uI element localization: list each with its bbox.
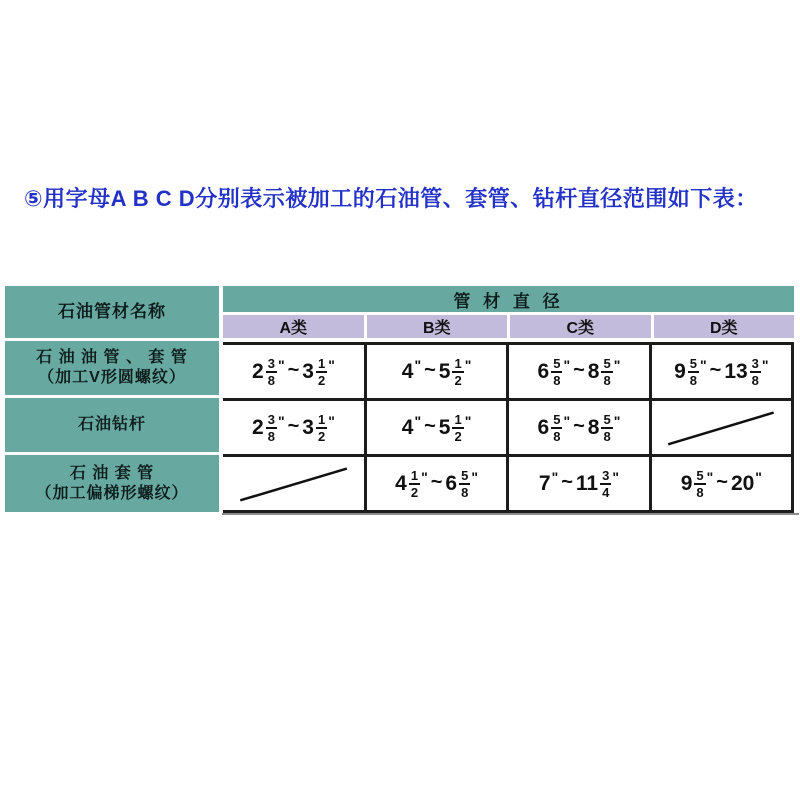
diameter-value: 4 " <box>401 412 422 439</box>
empty-diagonal-cell <box>650 400 792 456</box>
page-title: ⑤用字母A B C D分别表示被加工的石油管、套管、钻杆直径范围如下表： <box>24 186 758 211</box>
fraction: $\frac{5}{8}$ <box>603 411 611 444</box>
diameter-range <box>674 357 768 387</box>
class-header-row <box>223 315 794 338</box>
inch-mark: " <box>464 356 472 373</box>
diameter-value: 4 " <box>401 356 422 383</box>
fraction: $\frac{5}{8}$ <box>553 355 561 388</box>
diameter-value: 2 $\frac{3}{8}$ " <box>252 355 285 388</box>
diameter-range-cell <box>223 400 365 456</box>
range-tilde: ~ <box>716 471 728 493</box>
table-row <box>223 344 793 400</box>
range-tilde: ~ <box>573 415 585 437</box>
table-bottom-shadow <box>222 513 799 515</box>
inch-mark: " <box>612 468 619 485</box>
diameter-value: 7 " <box>538 468 559 495</box>
fraction: $\frac{5}{8}$ <box>603 355 611 388</box>
inch-mark: " <box>563 412 571 429</box>
inch-mark: " <box>277 356 285 373</box>
diameter-value: 5 $\frac{1}{2}$ " <box>438 355 472 388</box>
diameter-range-cell <box>650 344 792 400</box>
class-header-c: C类 <box>510 315 651 338</box>
diameter-range <box>252 413 335 443</box>
inch-mark: " <box>706 468 714 485</box>
diameter-data-table <box>223 342 794 513</box>
fraction: $\frac{3}{8}$ <box>267 355 275 388</box>
fraction: $\frac{1}{2}$ <box>410 467 419 500</box>
diameter-value: 8 $\frac{5}{8}$ " <box>587 355 621 388</box>
diameter-value: 9 $\frac{5}{8}$ " <box>674 355 707 388</box>
range-tilde: ~ <box>287 415 300 437</box>
fraction: $\frac{5}{8}$ <box>553 411 561 444</box>
diameter-range-cell <box>365 344 507 400</box>
class-header-d: D类 <box>654 315 795 338</box>
diameter-range <box>538 413 621 443</box>
fraction: $\frac{1}{2}$ <box>317 411 326 444</box>
diameter-columns <box>223 286 794 513</box>
inch-mark: " <box>761 356 769 373</box>
fraction: $\frac{5}{8}$ <box>689 355 697 388</box>
range-tilde: ~ <box>424 415 436 437</box>
range-tilde: ~ <box>430 471 443 493</box>
inch-mark: " <box>755 468 762 485</box>
diameter-value: 2 $\frac{3}{8}$ " <box>252 411 285 444</box>
inch-mark: " <box>464 412 472 429</box>
diameter-value: 13 $\frac{3}{8}$ " <box>724 355 769 388</box>
diameter-range-cell <box>508 456 650 512</box>
empty-diagonal-cell <box>223 456 365 512</box>
pipe-name-line: （加工V形圆螺纹） <box>38 369 186 386</box>
diameter-value: 6 $\frac{5}{8}$ " <box>445 467 478 500</box>
diameter-value: 8 $\frac{5}{8}$ " <box>587 411 621 444</box>
diameter-value: 11 $\frac{3}{4}$ " <box>575 467 619 500</box>
diameter-range <box>395 469 478 499</box>
diameter-range <box>539 469 619 499</box>
table-row <box>223 456 793 512</box>
diameter-value: 4 $\frac{1}{2}$ " <box>395 467 428 500</box>
diameter-value: 6 $\frac{5}{8}$ " <box>537 411 571 444</box>
range-tilde: ~ <box>424 359 436 381</box>
diameter-range-cell <box>508 400 650 456</box>
inch-mark: " <box>613 356 621 373</box>
fraction: $\frac{5}{8}$ <box>461 467 469 500</box>
diameter-range-cell <box>508 344 650 400</box>
inch-mark: " <box>414 356 422 373</box>
pipe-name-line: 石 油 套 管 <box>69 464 155 482</box>
diameter-range <box>402 357 472 387</box>
inch-mark: " <box>563 356 571 373</box>
fraction: $\frac{5}{8}$ <box>696 467 704 500</box>
diagonal-line <box>233 463 354 504</box>
pipe-name-column <box>5 286 219 513</box>
pipe-name-line: （加工偏梯形螺纹） <box>35 484 189 502</box>
fraction: $\frac{3}{8}$ <box>751 355 759 388</box>
diameter-table-body <box>223 344 793 512</box>
diameter-value: 3 $\frac{1}{2}$ " <box>302 411 335 444</box>
diameter-range-cell <box>650 456 792 512</box>
pipe-name-line: 石油钻杆 <box>77 416 146 433</box>
pipe-name-line: 石 油 油 管 、 套 管 <box>36 349 188 366</box>
inch-mark: " <box>699 356 707 373</box>
fraction: $\frac{1}{2}$ <box>454 355 462 388</box>
pipe-name-cell <box>5 341 219 395</box>
inch-mark: " <box>277 412 285 429</box>
range-tilde: ~ <box>573 359 585 381</box>
diameter-range <box>538 357 621 387</box>
inch-mark: " <box>328 412 335 429</box>
class-header-b: B类 <box>367 315 508 338</box>
diameter-range-cell <box>365 456 507 512</box>
range-tilde: ~ <box>287 359 300 381</box>
diagonal-line <box>661 407 781 448</box>
diameter-group-header: 管 材 直 径 <box>223 286 794 312</box>
diameter-range <box>402 413 472 443</box>
diameter-value: 3 $\frac{1}{2}$ " <box>302 355 335 388</box>
inch-mark: " <box>328 356 335 373</box>
diameter-value: 6 $\frac{5}{8}$ " <box>537 355 571 388</box>
fraction: $\frac{1}{2}$ <box>317 355 326 388</box>
diameter-range-cell <box>365 400 507 456</box>
inch-mark: " <box>471 468 478 485</box>
inch-mark: " <box>551 468 559 485</box>
diameter-value: 9 $\frac{5}{8}$ " <box>680 467 714 500</box>
fraction: $\frac{3}{8}$ <box>267 411 275 444</box>
diameter-range-cell <box>223 344 365 400</box>
diameter-table <box>5 286 794 513</box>
fraction: $\frac{1}{2}$ <box>454 411 462 444</box>
pipe-name-cell <box>5 455 219 512</box>
pipe-name-cell <box>5 398 219 452</box>
pipe-name-column-header: 石油管材名称 <box>5 286 219 338</box>
inch-mark: " <box>613 412 621 429</box>
range-tilde: ~ <box>709 359 722 381</box>
diameter-range <box>681 469 762 499</box>
inch-mark: " <box>421 468 428 485</box>
table-row <box>223 400 793 456</box>
diameter-value: 5 $\frac{1}{2}$ " <box>438 411 472 444</box>
fraction: $\frac{3}{4}$ <box>602 467 610 500</box>
class-header-a: A类 <box>223 315 364 338</box>
range-tilde: ~ <box>561 471 573 493</box>
inch-mark: " <box>414 412 422 429</box>
diameter-value: 20 " <box>730 468 762 495</box>
diameter-range <box>252 357 335 387</box>
